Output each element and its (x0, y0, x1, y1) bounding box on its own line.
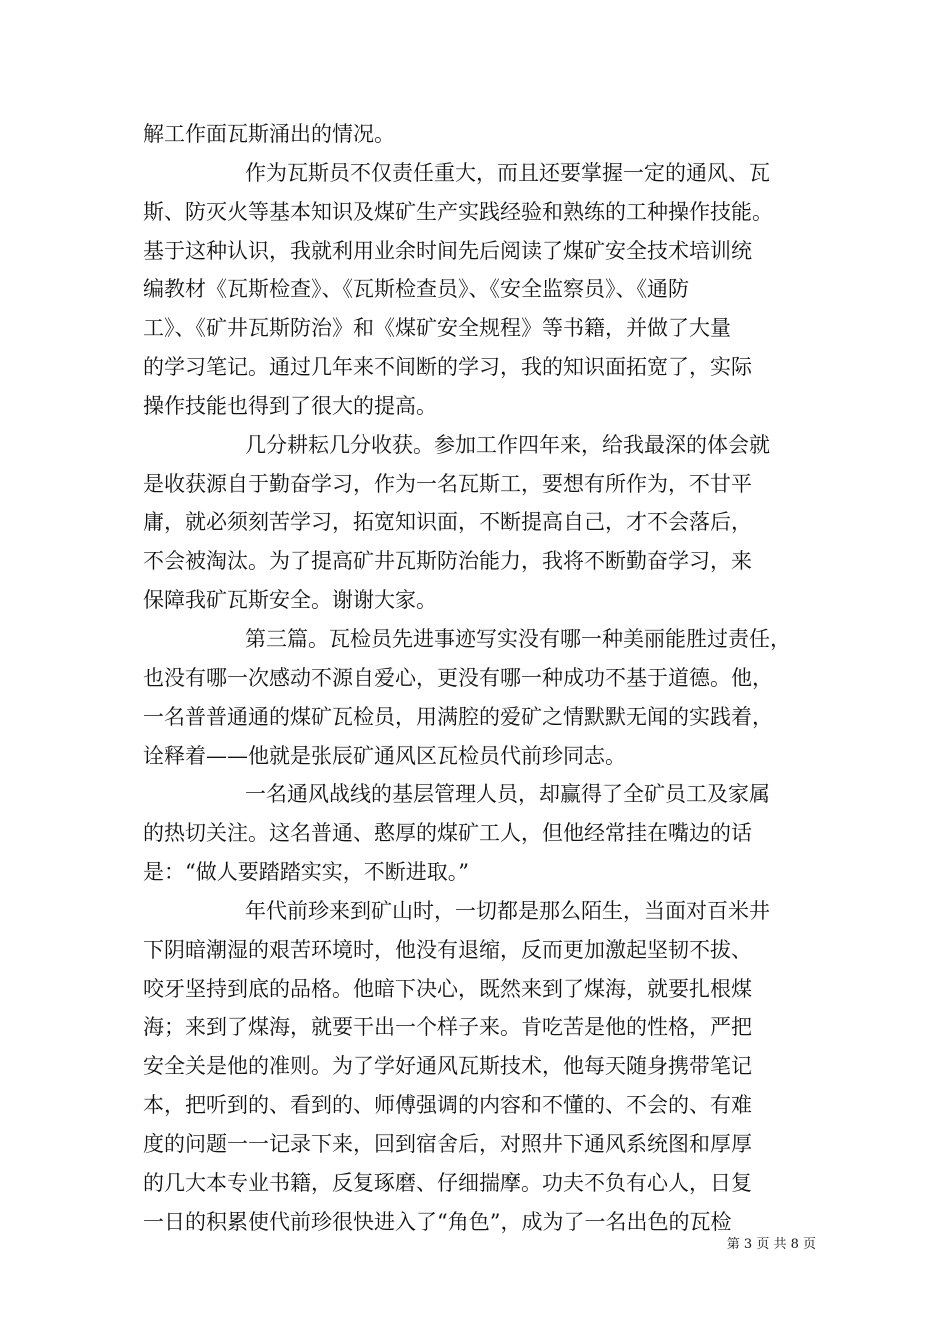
text-line: 一日的积累使代前珍很快进入了“角色”，成为了一名出色的瓦检 (143, 1209, 732, 1234)
text-line: 工》、《矿井瓦斯防治》和《煤矿安全规程》等书籍，并做了大量 (143, 316, 731, 341)
text-line: 解工作面瓦斯涌出的情况。 (143, 122, 395, 146)
text-line: 作为瓦斯员不仅责任重大，而且还要掌握一定的通风、瓦 (245, 160, 770, 185)
text-line: 第三篇。瓦检员先进事迹写实没有哪一种美丽能胜过责任， (245, 626, 791, 651)
text-line: 编教材《瓦斯检查》、《瓦斯检查员》、《安全监察员》、《通防 (143, 277, 689, 302)
text-line: 斯、防灭火等基本知识及煤矿生产实践经验和熟练的工种操作技能。 (143, 199, 773, 224)
text-line: 一名通风战线的基层管理人员，却赢得了全矿员工及家属 (245, 782, 770, 807)
text-line: 基于这种认识，我就利用业余时间先后阅读了煤矿安全技术培训统 (143, 238, 752, 263)
text-line: 咬牙坚持到底的品格。他暗下决心，既然来到了煤海，就要扎根煤 (143, 976, 752, 1001)
text-line: 的几大本专业书籍，反复琢磨、仔细揣摩。功夫不负有心人，日复 (143, 1170, 752, 1195)
text-line: 一名普普通通的煤矿瓦检员，用满腔的爱矿之情默默无闻的实践着， (143, 704, 773, 729)
text-line: 的热切关注。这名普通、憨厚的煤矿工人，但他经常挂在嘴边的话 (143, 821, 752, 846)
text-line: 度的问题一一记录下来，回到宿舍后，对照井下通风系统图和厚厚 (143, 1131, 752, 1156)
text-line: 不会被淘汰。为了提高矿井瓦斯防治能力，我将不断勤奋学习，来 (143, 549, 752, 574)
text-line: 年代前珍来到矿山时，一切都是那么陌生，当面对百米井 (245, 898, 770, 923)
text-line: 也没有哪一次感动不源自爱心，更没有哪一种成功不基于道德。他， (143, 665, 773, 690)
text-line: 的学习笔记。通过几年来不间断的学习，我的知识面拓宽了，实际 (143, 355, 752, 380)
text-line: 几分耕耘几分收获。参加工作四年来，给我最深的体会就 (245, 432, 770, 457)
text-line: 安全关是他的准则。为了学好通风瓦斯技术，他每天随身携带笔记 (143, 1054, 752, 1079)
text-line: 是收获源自于勤奋学习，作为一名瓦斯工，要想有所作为，不甘平 (143, 471, 752, 496)
text-line: 海；来到了煤海，就要干出一个样子来。肯吃苦是他的性格，严把 (143, 1015, 752, 1040)
text-line: 下阴暗潮湿的艰苦环境时，他没有退缩，反而更加激起坚韧不拔、 (143, 937, 752, 962)
text-line: 庸，就必须刻苦学习，拓宽知识面，不断提高自己，才不会落后， (143, 510, 752, 535)
text-line: 操作技能也得到了很大的提高。 (143, 393, 437, 418)
page-number: 第 3 页 共 8 页 (726, 1237, 816, 1252)
text-line: 是：“做人要踏踏实实，不断进取。” (143, 860, 469, 885)
body-text (143, 115, 811, 1241)
text-line: 本，把听到的、看到的、师傅强调的内容和不懂的、不会的、有难 (143, 1093, 752, 1118)
text-line: 诠释着——他就是张辰矿通风区瓦检员代前珍同志。 (143, 743, 626, 768)
text-line: 保障我矿瓦斯安全。谢谢大家。 (143, 588, 437, 613)
